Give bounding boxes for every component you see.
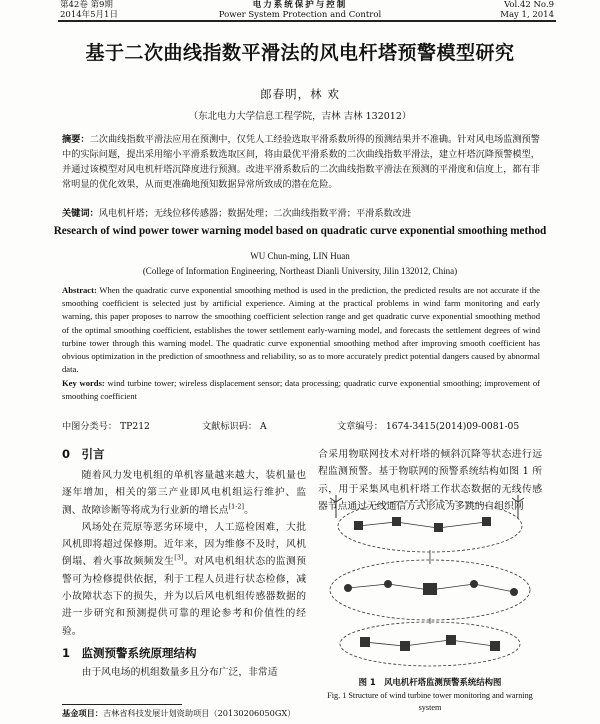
doc-value: A bbox=[260, 421, 267, 432]
intro-p2-text: 风场处在荒原等恶劣环境中，人工巡检困难，大批风机即将超过保修期。近年来，因为维修不及时，风机倒塌、着火事故频频发生 bbox=[62, 521, 306, 568]
paper-title: 基于二次曲线指数平滑法的风电杆塔预警模型研究 bbox=[85, 42, 515, 64]
abstract-en-label: Abstract: bbox=[62, 285, 97, 295]
relay-node-icon bbox=[510, 588, 518, 596]
intro-p1-text: 随着风力发电机组的单机容量越来越大，装机量也逐年增加，相关的第三产业即风电机组运行维护、监测、故障诊断等将成为行业新的增长点 bbox=[62, 470, 306, 516]
server-icon bbox=[400, 641, 410, 651]
header-rule bbox=[58, 20, 556, 22]
sensor-node-icon bbox=[482, 517, 491, 526]
sensor-nodes bbox=[344, 517, 518, 651]
section1-paragraph-1: 由于风电场的机组数量多且分布广泛，非常适 bbox=[81, 666, 278, 678]
keywords-en bbox=[62, 377, 540, 403]
sensor-node-icon bbox=[392, 517, 401, 526]
abstract-cn-label: 摘要： bbox=[62, 134, 90, 145]
server-icon bbox=[446, 635, 456, 645]
authors-en: WU Chun-ming, LIN Huan bbox=[250, 251, 350, 261]
footnote-label: 基金项目： bbox=[62, 708, 103, 718]
relay-node-icon bbox=[384, 580, 392, 588]
clc-number bbox=[62, 418, 150, 432]
body-left-column bbox=[62, 446, 306, 681]
gateway-icon bbox=[423, 583, 437, 595]
header-right bbox=[500, 0, 554, 20]
volume-issue-cn: 第42卷 第9期 bbox=[60, 0, 113, 10]
server-icon bbox=[360, 637, 370, 647]
relay-node-icon bbox=[470, 580, 478, 588]
intro-p2-end: 。对风电机组状态的监测预警可为检修提供依据，利于工程人员进行状态检修，减小故障状态下的损失，并为以后风电机组传感器数据的进一步研究和预测提供可靠的理论参考和价值性的经验。 bbox=[62, 556, 307, 637]
sensor-node-icon bbox=[434, 523, 443, 532]
affiliation: （东北电力大学信息工程学院，吉林 吉林 132012） bbox=[188, 111, 412, 122]
date-en: May 1, 2014 bbox=[500, 10, 554, 20]
keywords-en-label: Key words: bbox=[62, 378, 105, 388]
sensor-node-icon bbox=[354, 521, 363, 530]
funding-footnote bbox=[62, 708, 312, 719]
section-heading-introduction: 0 引言 bbox=[62, 447, 105, 461]
paper-title-en: Research of wind power tower warning model based on quadratic curve exponential smoothing method bbox=[53, 225, 547, 237]
figure-1-caption-cn: 图 1 风电机杆塔监测预警系统结构图 bbox=[358, 677, 502, 687]
journal-name-en: Power System Protection and Control bbox=[218, 10, 382, 20]
clc-label: 中图分类号： bbox=[62, 421, 118, 432]
doc-code bbox=[202, 418, 267, 432]
article-value: 1674-3415(2014)09-0081-05 bbox=[385, 421, 520, 432]
server-icon bbox=[490, 641, 500, 651]
abstract-en bbox=[62, 284, 540, 376]
date-cn: 2014年5月1日 bbox=[60, 10, 118, 20]
keywords-cn bbox=[62, 206, 540, 221]
authors: 郎春明，林 欢 bbox=[260, 87, 340, 101]
running-header bbox=[0, 0, 600, 20]
abstract-en-text: When the quadratic curve exponential smoothing method is used in the prediction, the predicted results are not accurate if the smoothing coefficient is selected just by artificial experience. Aiming at the practical problems in wind farm monitoring and early warning, this paper proposes to narrow the smoothing coefficient selection range and get quadratic curve exponential smoothing method of the optimal smoothing coefficient, establishes the tower settlement early-warning model, and forecasts the settlement degrees of wind turbine tower through this warning model. The quadratic curve exponential smoothing method after improving smooth coefficient has obvious optimization in the prediction of smoothness and reliability, so as to more accurately predict potential dangers caused by abnormal data. bbox=[62, 285, 540, 375]
right-column-paragraph: 合采用物联网技术对杆塔的倾斜沉降等状态进行远程监测预警。基于物联网的预警系统结构如图 1 所示，用于采集风电机杆塔工作状态数据的无线传感器节点通过无线通信方式形成为多跳的自组织网 bbox=[318, 449, 542, 512]
abstract-cn-text: 二次曲线指数平滑法应用在预测中，仅凭人工经验选取平滑系数所得的预测结果并不准确。针对风电场监测预警中的实际问题，提出采用缩小平滑系数选取区间，将由最优平滑系数的二次曲线指数平滑法，建立杆塔沉降预警模型，并通过该模型对风电机杆塔沉降度进行预测。改进平滑系数后的二次曲线指数平滑法在预测的平滑度和信度上，都有非常明显的优化效果，从而更准确地预知数据异常所致成的潜在危险。 bbox=[62, 134, 540, 190]
figure-1-diagram bbox=[318, 492, 542, 672]
article-number bbox=[337, 418, 519, 432]
footnote-text: 吉林省科技发展计划资助项目（20130206050GX） bbox=[102, 708, 296, 718]
affiliation-en: (College of Information Engineering, Northeast Dianli University, Jilin 132012, China) bbox=[142, 266, 458, 276]
keywords-cn-text: 风电机杆塔；无线位移传感器；数据处理；二次曲线指数平滑；平滑系数改进 bbox=[98, 208, 412, 219]
intro-paragraph-1 bbox=[62, 467, 306, 519]
clc-value: TP212 bbox=[120, 421, 150, 432]
footnote-rule bbox=[62, 704, 182, 705]
keywords-en-text: wind turbine tower; wireless displacement sensor; data processing; quadratic curve exponential smoothing; improvement of smoothing coefficient bbox=[62, 378, 540, 402]
section-heading-principle: 1 监测预警系统原理结构 bbox=[62, 645, 197, 660]
article-label: 文章编号： bbox=[337, 421, 383, 432]
wind-turbine-icons bbox=[330, 495, 524, 518]
journal-name-cn: 电力系统保护与控制 bbox=[252, 0, 348, 10]
intro-p1-end: 。 bbox=[244, 504, 254, 516]
citation-ref: [3] bbox=[174, 554, 184, 563]
abstract-cn bbox=[62, 132, 540, 192]
network-cloud-top bbox=[338, 500, 522, 552]
figure-1-caption-en: Fig. 1 Structure of wind turbine tower monitoring and warning system bbox=[327, 691, 533, 712]
citation-ref: [1-2] bbox=[228, 502, 245, 511]
volume-issue-en: Vol.42 No.9 bbox=[504, 0, 554, 10]
intro-paragraph-2 bbox=[62, 519, 306, 640]
doc-label: 文献标识码： bbox=[202, 421, 258, 432]
relay-node-icon bbox=[344, 584, 352, 592]
keywords-cn-label: 关键词： bbox=[62, 208, 99, 219]
